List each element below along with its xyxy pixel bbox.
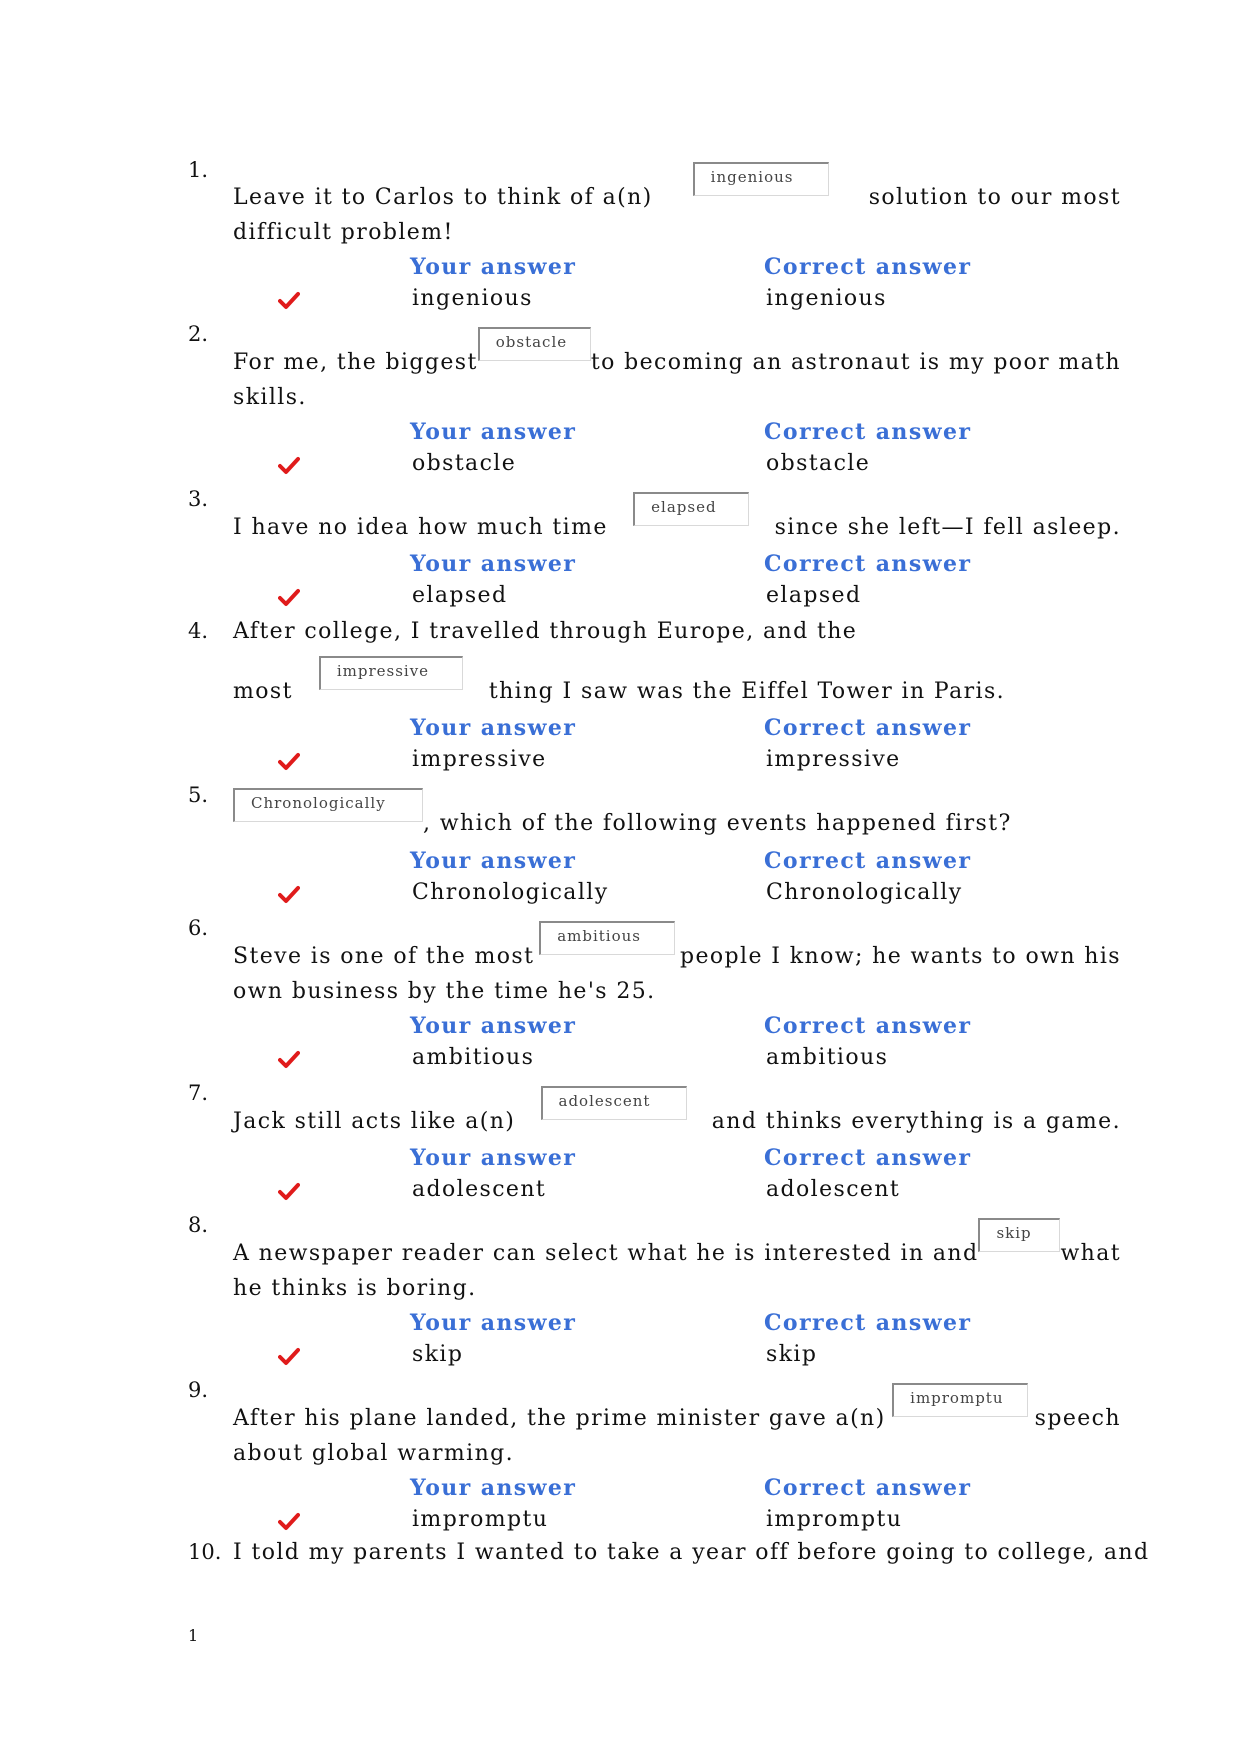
your-answer-value: ingenious	[412, 286, 533, 311]
correct-answer-value: ambitious	[766, 1045, 889, 1070]
page-number: 1	[188, 1626, 199, 1645]
correct-answer-value: ingenious	[766, 286, 887, 311]
question-text-continued: he thinks is boring.	[233, 1276, 477, 1301]
answer-blank[interactable]: adolescent	[541, 1086, 687, 1120]
answer-blank[interactable]: ingenious	[693, 162, 829, 196]
question-text: Leave it to Carlos to think of a(n) ingenious solution to our most	[233, 162, 1121, 210]
question-number: 7.	[188, 1081, 209, 1105]
question-text: Steve is one of the most ambitious people I know; he wants to own his	[233, 921, 1121, 969]
answer-blank[interactable]: impressive	[319, 656, 463, 690]
answer-blank[interactable]: impromptu	[892, 1383, 1028, 1417]
your-answer-value: elapsed	[412, 583, 508, 608]
your-answer-header: Your answer	[410, 715, 577, 741]
question-text-intro: After college, I travelled through Europe, and the	[233, 619, 858, 644]
question-text: For me, the biggest obstacle to becoming an astronaut is my poor math	[233, 327, 1121, 375]
your-answer-value: obstacle	[412, 451, 517, 476]
question-number: 9.	[188, 1378, 209, 1402]
your-answer-value: adolescent	[412, 1177, 547, 1202]
correct-answer-header: Correct answer	[764, 419, 972, 445]
question-text: I told my parents I wanted to take a year off before going to college, and	[233, 1540, 1150, 1565]
your-answer-header: Your answer	[410, 551, 577, 577]
question-text-continued: skills.	[233, 385, 307, 410]
question-number: 10.	[188, 1540, 222, 1564]
question-text-continued: about global warming.	[233, 1441, 515, 1466]
correct-answer-header: Correct answer	[764, 848, 972, 874]
correct-answer-header: Correct answer	[764, 715, 972, 741]
question-text-continued: difficult problem!	[233, 220, 454, 245]
correct-answer-value: elapsed	[766, 583, 862, 608]
check-icon	[278, 588, 300, 608]
question-number: 6.	[188, 916, 209, 940]
your-answer-value: ambitious	[412, 1045, 535, 1070]
your-answer-value: impressive	[412, 747, 547, 772]
correct-answer-header: Correct answer	[764, 1310, 972, 1336]
answer-blank[interactable]: skip	[978, 1218, 1060, 1252]
check-icon	[278, 1512, 300, 1532]
question-text-continued: own business by the time he's 25.	[233, 979, 656, 1004]
question-number: 3.	[188, 487, 209, 511]
your-answer-value: Chronologically	[412, 880, 609, 905]
your-answer-header: Your answer	[410, 1310, 577, 1336]
correct-answer-value: adolescent	[766, 1177, 901, 1202]
answer-blank[interactable]: ambitious	[539, 921, 675, 955]
correct-answer-value: impressive	[766, 747, 901, 772]
your-answer-header: Your answer	[410, 254, 577, 280]
check-icon	[278, 1050, 300, 1070]
question-text: most impressive thing I saw was the Eiffel Tower in Paris.	[233, 656, 1121, 704]
question-text: I have no idea how much time elapsed since she left—I fell asleep.	[233, 492, 1121, 540]
correct-answer-header: Correct answer	[764, 1475, 972, 1501]
your-answer-header: Your answer	[410, 1013, 577, 1039]
check-icon	[278, 1347, 300, 1367]
answer-blank[interactable]: obstacle	[478, 327, 591, 361]
question-text: After his plane landed, the prime minister gave a(n) impromptu speech	[233, 1383, 1121, 1431]
your-answer-header: Your answer	[410, 1145, 577, 1171]
your-answer-header: Your answer	[410, 1475, 577, 1501]
correct-answer-header: Correct answer	[764, 551, 972, 577]
question-text: Jack still acts like a(n) adolescent and thinks everything is a game.	[233, 1086, 1121, 1134]
your-answer-value: impromptu	[412, 1507, 549, 1532]
your-answer-header: Your answer	[410, 419, 577, 445]
question-number: 5.	[188, 783, 209, 807]
question-number: 2.	[188, 322, 209, 346]
answer-blank[interactable]: Chronologically	[233, 788, 423, 822]
question-number: 1.	[188, 158, 209, 182]
question-number: 4.	[188, 619, 209, 643]
check-icon	[278, 291, 300, 311]
correct-answer-header: Correct answer	[764, 254, 972, 280]
question-text: A newspaper reader can select what he is interested in and skip what	[233, 1218, 1121, 1266]
your-answer-value: skip	[412, 1342, 464, 1367]
check-icon	[278, 1182, 300, 1202]
check-icon	[278, 885, 300, 905]
correct-answer-value: skip	[766, 1342, 818, 1367]
check-icon	[278, 456, 300, 476]
correct-answer-header: Correct answer	[764, 1013, 972, 1039]
correct-answer-header: Correct answer	[764, 1145, 972, 1171]
answer-blank[interactable]: elapsed	[633, 492, 749, 526]
check-icon	[278, 752, 300, 772]
correct-answer-value: obstacle	[766, 451, 871, 476]
correct-answer-value: Chronologically	[766, 880, 963, 905]
your-answer-header: Your answer	[410, 848, 577, 874]
question-text: Chronologically , which of the following events happened first?	[233, 788, 1121, 836]
correct-answer-value: impromptu	[766, 1507, 903, 1532]
question-number: 8.	[188, 1213, 209, 1237]
